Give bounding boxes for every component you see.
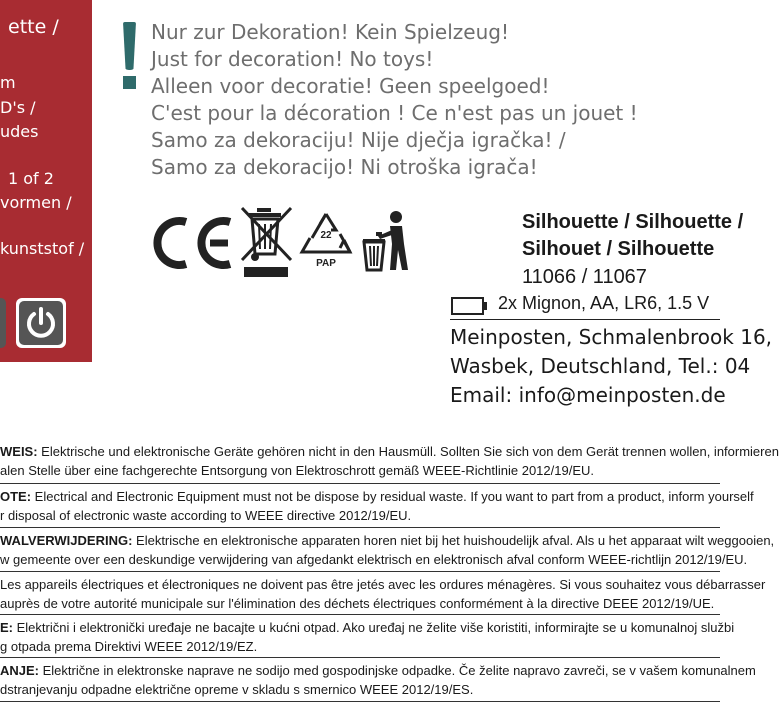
note-fr-line2: auprès de votre autorité municipale sur l'élimination des déchets électriques conformément à la directive DEEE 2012/19/UE.: [0, 596, 715, 611]
warning-line-hr: Samo za dekoraciju! Nije dječja igračka! /: [151, 128, 566, 152]
warning-line-sl: Samo za dekoracijo! Ni otroška igrača!: [151, 155, 538, 179]
note-fr-line1: Les appareils électriques et électroniques ne doivent pas être jetés avec les ordures ménagères. Si vous souhaitez vous débarrasser: [0, 577, 766, 592]
recycle-code: 22: [320, 230, 332, 241]
note-nl-line1: WALVERWIJDERING: Elektrische en elektronische apparaten horen niet bij het huishoudelijk afval. Als u het apparaat wilt weggooien,: [0, 533, 775, 548]
address-line2: Wasbek, Deutschland, Tel.: 04: [450, 354, 751, 378]
note-nl-line2: w gemeente over een deskundige verwijdering van afgedankt elektrisch en elektronisch afval conform WEEE-richtlijn 2012/19/EU.: [0, 552, 748, 567]
warning-line-nl: Alleen voor decoratie! Geen speelgoed!: [151, 74, 550, 98]
note-sl-line2: dstranjevanju odpadne električne opreme v skladu s smernico WEEE 2012/19/ES.: [0, 682, 474, 697]
battery-icon: [451, 296, 489, 321]
note-de-line1: WEIS: Elektrische und elektronische Geräte gehören nicht in den Hausmüll. Sollten Sie sich von dem Gerät trennen wollen, informieren: [0, 444, 779, 459]
exclamation-icon: [123, 22, 136, 70]
panel-line: 1 of 2: [8, 169, 54, 188]
note-en-line1: OTE: Electrical and Electronic Equipment must not be dispose by residual waste. If you want to part from a product, inform yourself: [0, 489, 754, 504]
recycle-pap-icon: [300, 210, 352, 277]
panel-line: vormen /: [0, 193, 72, 212]
note-separator: [0, 571, 720, 572]
panel-line: m: [0, 73, 16, 92]
note-hr-line1: E: Električni i elektronički uređaje ne bacajte u kućni otpad. Ako uređaj ne želite više koristiti, informirajte se u komunalnoj službi: [0, 620, 735, 635]
article-numbers: 11066 / 11067: [522, 266, 647, 288]
panel-line: ette /: [8, 16, 59, 38]
panel-line: D's /: [0, 98, 36, 117]
address-email: Email: info@meinposten.de: [450, 383, 726, 407]
address-line1: Meinposten, Schmalenbrook 16,: [450, 325, 773, 349]
weee-crossed-bin-icon: [239, 204, 295, 285]
panel-line: udes: [0, 122, 39, 141]
note-separator: [0, 483, 720, 484]
note-de-line2: alen Stelle über eine fachgerechte Entsorgung von Elektroschrott gemäß WEEE-Richtlinie 2012/19/EU.: [0, 463, 594, 478]
address-divider: [450, 319, 720, 320]
warning-line-en: Just for decoration! No toys!: [151, 47, 434, 71]
note-separator: [0, 527, 720, 528]
product-name-line1: Silhouette / Silhouette /: [522, 211, 744, 233]
product-name-line2: Silhouet / Silhouette: [522, 238, 715, 260]
ce-mark-icon: [150, 212, 234, 279]
exclamation-dot-icon: [123, 76, 136, 89]
warning-line-fr: C'est pour la décoration ! Ce n'est pas un jouet !: [151, 101, 638, 125]
partial-button-icon: [0, 298, 6, 348]
note-separator: [0, 614, 720, 615]
power-button-icon: [16, 298, 66, 348]
note-hr-line2: g otpada prema Direktivi WEEE 2012/19/EZ.: [0, 639, 258, 654]
note-separator: [0, 657, 720, 658]
panel-line: kunststof /: [0, 239, 85, 258]
note-separator: [0, 701, 720, 702]
battery-spec: 2x Mignon, AA, LR6, 1.5 V: [498, 293, 710, 313]
recycle-label: PAP: [316, 258, 336, 269]
note-en-line2: r disposal of electronic waste according to WEEE directive 2012/19/EU.: [0, 508, 412, 523]
note-sl-line1: ANJE: Električne in elektronske naprave ne sodijo med gospodinjske odpadke. Če želite napravo zavreči, se v vašem komunalnem: [0, 663, 756, 678]
tidyman-icon: [362, 210, 412, 279]
warning-line-de: Nur zur Dekoration! Kein Spielzeug!: [151, 20, 509, 44]
